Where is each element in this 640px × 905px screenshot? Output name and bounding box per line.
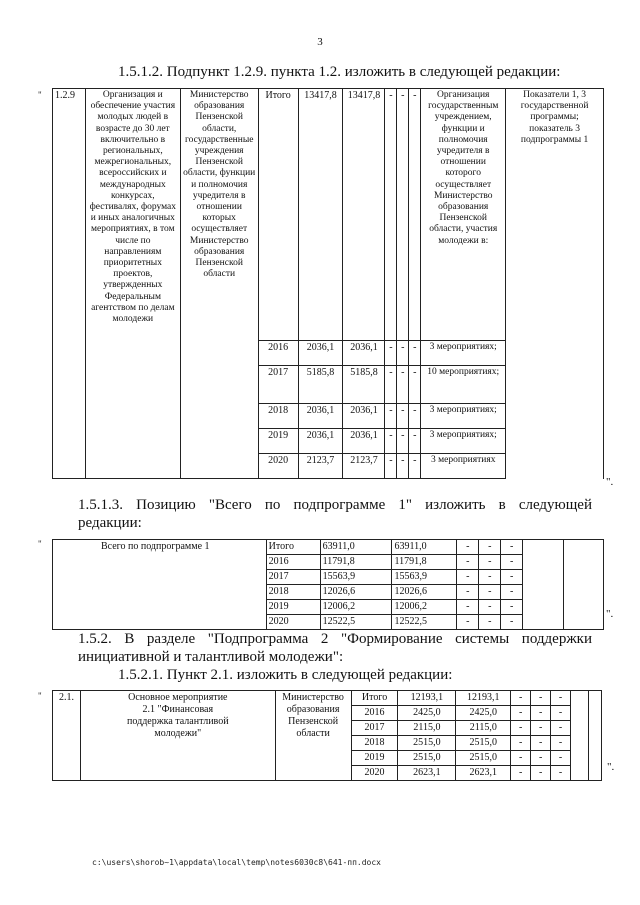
total-cell: 63911,0 [320, 540, 392, 555]
total-cell: 2036,1 [298, 429, 343, 454]
dash-cell: - [409, 404, 421, 429]
dash-cell: - [409, 341, 421, 366]
dash-cell: - [511, 706, 531, 721]
dash-cell: - [531, 751, 551, 766]
year-cell: 2018 [351, 736, 398, 751]
regional-cell: 12026,6 [392, 585, 457, 600]
dash-cell: - [479, 540, 501, 555]
total-cell: 15563,9 [320, 570, 392, 585]
year-cell: 2018 [266, 585, 320, 600]
dash-cell: - [385, 366, 397, 404]
dash-cell: - [479, 585, 501, 600]
regional-cell: 2115,0 [456, 721, 511, 736]
dash-cell: - [531, 721, 551, 736]
dash-cell: - [551, 751, 571, 766]
dash-cell: - [531, 691, 551, 706]
dash-cell: - [531, 706, 551, 721]
total-cell: 2623,1 [398, 766, 456, 781]
dash-cell: - [457, 585, 479, 600]
indicators-cell: Показатели 1, 3 государственной программы; показатель 3 подпрограммы 1 [506, 89, 604, 479]
executor-description: Министерство образования Пензенской области, государственные учреждения Пензенской области, функции и полномочия учредителя в отношении которых осуществляет Министерство образования Пензенской области [180, 89, 258, 479]
dash-cell: - [479, 555, 501, 570]
paragraph-1-5-2-1: 1.5.2.1. Пункт 2.1. изложить в следующей редакции: [118, 667, 453, 683]
result-cell: 3 мероприятиях; [421, 404, 506, 429]
dash-cell: - [397, 404, 409, 429]
table-item-2-1 [52, 690, 602, 781]
regional-cell: 2515,0 [456, 736, 511, 751]
total-cell: 2425,0 [398, 706, 456, 721]
total-cell: 12193,1 [398, 691, 456, 706]
year-cell: 2016 [258, 341, 298, 366]
year-cell: 2017 [258, 366, 298, 404]
regional-cell: 2036,1 [343, 341, 385, 366]
dash-cell: - [479, 570, 501, 585]
dash-cell: - [551, 766, 571, 781]
open-quote-2: " [38, 539, 42, 549]
empty-cell [571, 691, 589, 781]
total-cell: 2515,0 [398, 751, 456, 766]
regional-cell: 13417,8 [343, 89, 385, 341]
total-cell: 5185,8 [298, 366, 343, 404]
close-quote-3: ". [607, 761, 615, 773]
dash-cell: - [479, 615, 501, 630]
year-cell: 2017 [266, 570, 320, 585]
dash-cell: - [397, 89, 409, 341]
regional-cell: 2515,0 [456, 751, 511, 766]
total-cell: 11791,8 [320, 555, 392, 570]
dash-cell: - [531, 736, 551, 751]
dash-cell: - [385, 89, 397, 341]
page-number: 3 [317, 36, 323, 48]
year-cell: 2018 [258, 404, 298, 429]
dash-cell: - [457, 600, 479, 615]
total-cell: 12026,6 [320, 585, 392, 600]
total-cell: 12006,2 [320, 600, 392, 615]
regional-cell: 12193,1 [456, 691, 511, 706]
year-cell: 2017 [351, 721, 398, 736]
empty-cell [523, 540, 564, 630]
footer-file-path: c:\users\shorob~1\appdata\local\temp\notes6030c8\641-пп.docx [92, 858, 381, 867]
activity-description: Основное мероприятие 2.1 "Финансовая поддержка талантливой молодежи" [80, 691, 275, 781]
dash-cell: - [511, 766, 531, 781]
year-cell: 2019 [258, 429, 298, 454]
table-total-subprogram-1 [52, 539, 604, 630]
dash-cell: - [385, 429, 397, 454]
dash-cell: - [457, 570, 479, 585]
total-cell: 2515,0 [398, 736, 456, 751]
result-cell: 10 мероприятиях; [421, 366, 506, 404]
open-quote-1: " [38, 90, 42, 100]
dash-cell: - [501, 615, 523, 630]
regional-cell: 5185,8 [343, 366, 385, 404]
regional-cell: 2123,7 [343, 454, 385, 479]
regional-cell: 2036,1 [343, 404, 385, 429]
close-quote-2: ". [606, 608, 614, 620]
dash-cell: - [551, 736, 571, 751]
regional-cell: 2036,1 [343, 429, 385, 454]
paragraph-1-5-2-cont: инициативной и талантливой молодежи": [78, 649, 344, 665]
paragraph-1-5-2: 1.5.2. В разделе "Подпрограмма 2 "Формирование системы поддержки [78, 631, 592, 647]
regional-cell: 12522,5 [392, 615, 457, 630]
activity-description: Организация и обеспечение участия молодых людей в возрасте до 30 лет включительно в региональных, межрегиональных, всероссийских и международных конкурсах, фестивалях, форумах и иных аналогичных мероприятиях, в том числе по направлениям приоритетных проектов, утвержденных Федеральным агентством по делам молодежи [85, 89, 180, 479]
total-cell: 2036,1 [298, 341, 343, 366]
dash-cell: - [511, 751, 531, 766]
year-cell: 2016 [351, 706, 398, 721]
item-number: 2.1. [53, 691, 81, 781]
year-cell: 2016 [266, 555, 320, 570]
result-cell: Организация государственным учреждением, функции и полномочия учредителя в отношении которого осуществляет Министерство образования Пензенской области, участия молодежи в: [421, 89, 506, 341]
dash-cell: - [531, 766, 551, 781]
result-cell: 3 мероприятиях; [421, 341, 506, 366]
dash-cell: - [409, 454, 421, 479]
dash-cell: - [501, 555, 523, 570]
dash-cell: - [501, 600, 523, 615]
paragraph-1-5-1-3-cont: редакции: [78, 515, 142, 531]
total-label: Всего по подпрограмме 1 [53, 540, 267, 630]
close-quote-1: ". [606, 476, 614, 488]
executor-description: Министерство образования Пензенской области [275, 691, 351, 781]
dash-cell: - [457, 615, 479, 630]
dash-cell: - [511, 736, 531, 751]
item-number: 1.2.9 [53, 89, 86, 479]
dash-cell: - [397, 341, 409, 366]
dash-cell: - [511, 691, 531, 706]
regional-cell: 15563,9 [392, 570, 457, 585]
dash-cell: - [457, 555, 479, 570]
regional-cell: 2623,1 [456, 766, 511, 781]
dash-cell: - [409, 89, 421, 341]
dash-cell: - [511, 721, 531, 736]
dash-cell: - [501, 540, 523, 555]
dash-cell: - [551, 721, 571, 736]
dash-cell: - [551, 691, 571, 706]
regional-cell: 12006,2 [392, 600, 457, 615]
regional-cell: 11791,8 [392, 555, 457, 570]
empty-cell [564, 540, 604, 630]
open-quote-3: " [38, 691, 42, 701]
dash-cell: - [501, 585, 523, 600]
regional-cell: 2425,0 [456, 706, 511, 721]
year-cell: 2019 [266, 600, 320, 615]
year-cell: 2020 [258, 454, 298, 479]
dash-cell: - [397, 429, 409, 454]
total-cell: 13417,8 [298, 89, 343, 341]
year-cell: Итого [258, 89, 298, 341]
dash-cell: - [385, 341, 397, 366]
year-cell: 2019 [351, 751, 398, 766]
dash-cell: - [385, 404, 397, 429]
year-cell: 2020 [351, 766, 398, 781]
result-cell: 3 мероприятиях; [421, 429, 506, 454]
dash-cell: - [409, 429, 421, 454]
year-cell: 2020 [266, 615, 320, 630]
dash-cell: - [409, 366, 421, 404]
year-cell: Итого [351, 691, 398, 706]
dash-cell: - [457, 540, 479, 555]
total-cell: 12522,5 [320, 615, 392, 630]
dash-cell: - [501, 570, 523, 585]
paragraph-1-5-1-3: 1.5.1.3. Позицию "Всего по подпрограмме 1" изложить в следующей [78, 497, 592, 513]
section-heading-1-5-1-2: 1.5.1.2. Подпункт 1.2.9. пункта 1.2. изложить в следующей редакции: [118, 64, 561, 80]
total-cell: 2036,1 [298, 404, 343, 429]
empty-cell [588, 691, 601, 781]
regional-cell: 63911,0 [392, 540, 457, 555]
table-item-1-2-9 [52, 88, 604, 479]
dash-cell: - [551, 706, 571, 721]
dash-cell: - [397, 454, 409, 479]
dash-cell: - [385, 454, 397, 479]
year-cell: Итого [266, 540, 320, 555]
total-cell: 2115,0 [398, 721, 456, 736]
dash-cell: - [479, 600, 501, 615]
result-cell: 3 мероприятиях [421, 454, 506, 479]
dash-cell: - [397, 366, 409, 404]
total-cell: 2123,7 [298, 454, 343, 479]
